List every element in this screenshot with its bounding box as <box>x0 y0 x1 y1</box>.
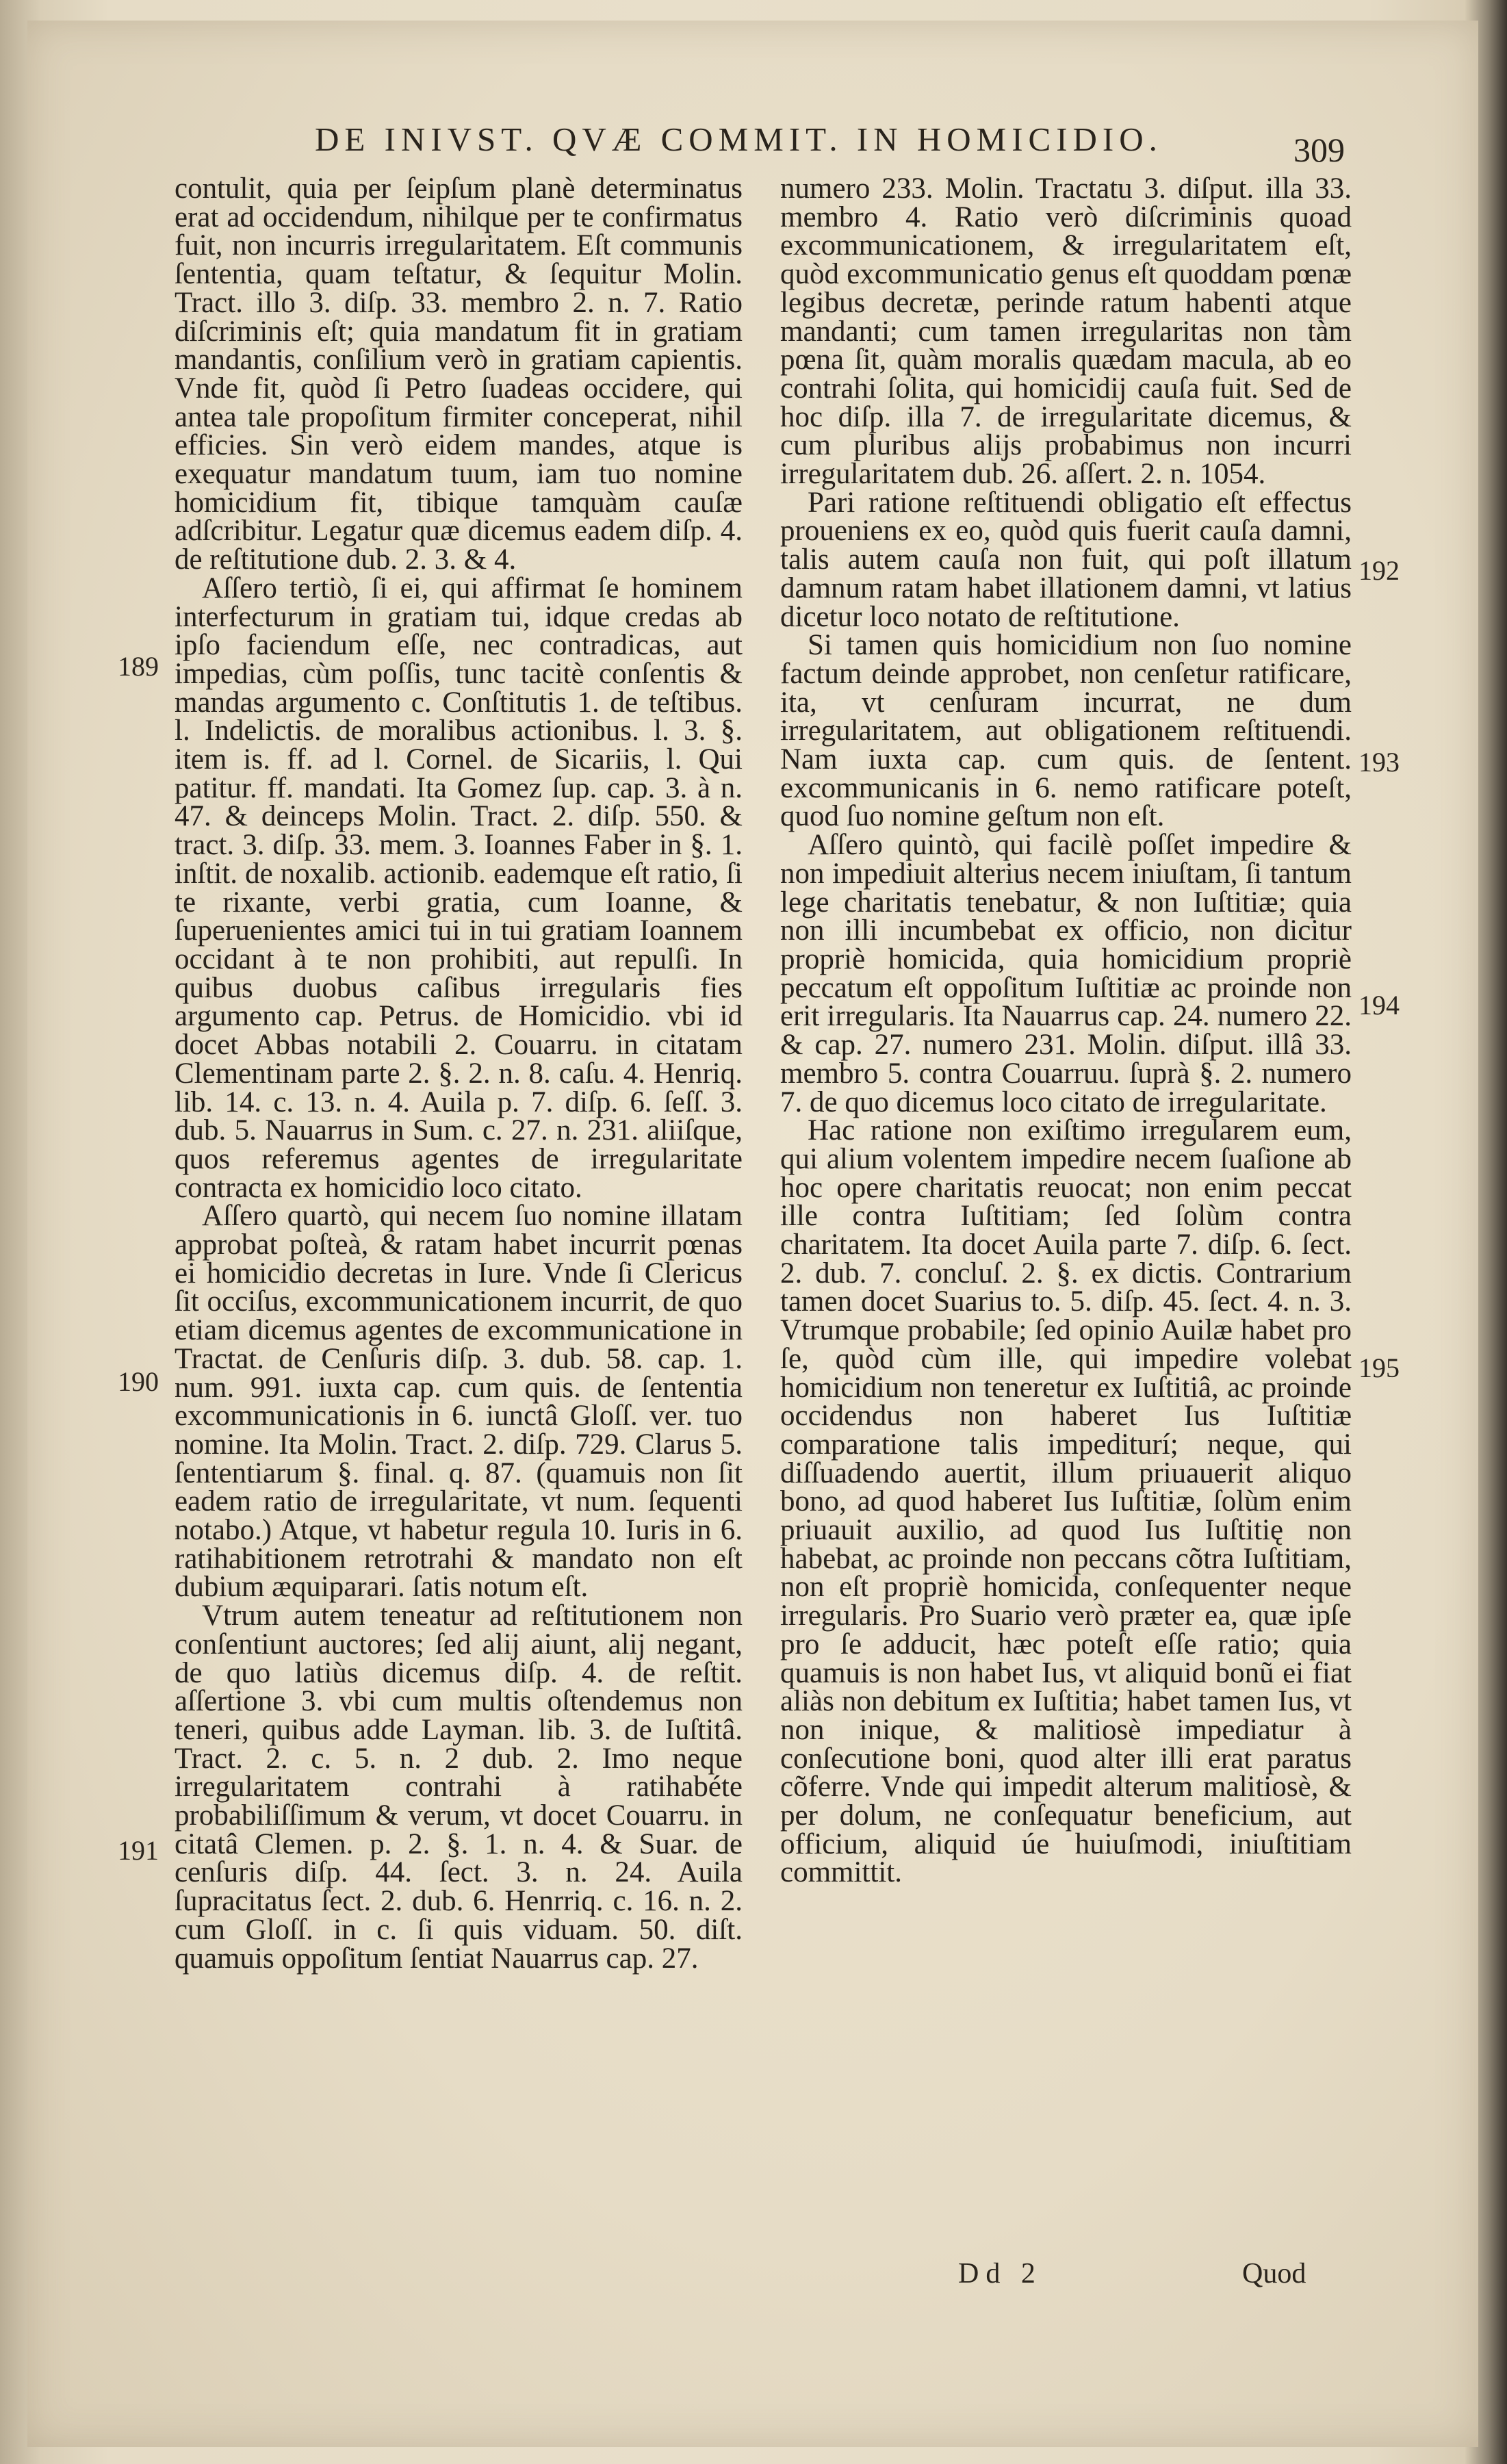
signature-mark: Dd 2 <box>958 2258 1042 2289</box>
left-column <box>175 172 743 1975</box>
paragraph: Aſſero quartò, qui necem ſuo nomine illatam approbat poſteà, & ratam habet incurrit pœnas ei homicidio decretas in Iure. Vnde ſi Clericus ſit occiſus, excommunicationem incurrit, de quo etiam dicemus agentes de excommunicatione in Tractat. de Cenſuris diſp. 3. dub. 58. cap. 1. num. 991. iuxta cap. cum quis. de ſententia excommunicationis in 6. iunctâ Gloſſ. ver. tuo nomine. Ita Molin. Tract. 2. diſp. 729. Clarus 5. ſententiarum §. final. q. 87. (quamuis non ſit eadem ratio de irregularitate, vt num. ſequenti notabo.) Atque, vt habetur regula 10. Iuris in 6. ratihabitionem retrotrahi & mandato non eſt dubium æquiparari. ſatis notum eſt. <box>175 1200 743 1604</box>
margin-number-195: 195 <box>1358 1352 1400 1383</box>
margin-number-193: 193 <box>1358 747 1400 778</box>
paragraph: Aſſero quintò, qui facilè poſſet impedire & non impediuit alterius necem iniuſtam, ſi tantum lege charitatis tenebatur, & non Iuſtitiæ; quia non illi incumbebat ex officio, non dicitur propriè homicida, quia homicidium propriè peccatum eſt oppoſitum Iuſtitiæ ac proinde non erit irregularis. Ita Nauarrus cap. 24. numero 22. & cap. 27. numero 231. Molin. diſput. illâ 33. membro 5. contra Couarruu. ſuprà §. 2. numero 7. de quo dicemus loco citato de irregularitate. <box>780 829 1352 1118</box>
catchword: Quod <box>1242 2258 1306 2289</box>
margin-number-191: 191 <box>118 1835 159 1866</box>
paragraph: Pari ratione reſtituendi obligatio eſt effectus proueniens ex eo, quòd quis fuerit cauſa damni, talis autem cauſa non fuit, qui poſt illatum damnum ratam habet illationem damni, vt latius dicetur loco notato de reſtitutione. <box>780 486 1352 633</box>
page-number: 309 <box>1293 131 1345 169</box>
paragraph: Hac ratione non exiſtimo irregularem eum, qui alium volentem impedire necem ſuaſione ab hoc opere charitatis reuocat; non enim peccat ille contra Iuſtitiam; ſed ſolùm contra charitatem. Ita docet Auila parte 7. diſp. 6. ſect. 2. dub. 7. concluſ. 2. §. ex dictis. Contrarium tamen docet Suarius to. 5. diſp. 45. ſect. 4. n. 3. Vtrumque probabile; ſed opinio Auilæ habet pro ſe, quòd cùm ille, qui impedire volebat homicidium non teneretur ex Iuſtitiâ, ac proinde occidendus non haberet Ius Iuſtitiæ comparatione talis impediturí; neque, qui diſſuadendo auertit, illum priuauerit aliquo bono, ad quod haberet Ius Iuſtitiæ, ſolùm enim priuauit auxilio, ad quod Ius Iuſtitię non habebat, ac proinde non peccans cõtra Iuſtitiam, non eſt propriè homicida, conſequenter neque irregularis. Pro Suario verò præter ea, quæ ipſe pro ſe adducit, hæc poteſt eſſe ratio; quia quamuis is non habet Ius, vt aliquid bonũ ei fiat aliàs non debitum ex Iuſtitia; habet tamen Ius, vt non inique, & malitiosè impediatur à conſecutione boni, quod alter illi erat paratus cõferre. Vnde qui impedit alterum malitiosè, & per dolum, ne conſequatur beneficium, aut officium, aliquid úe huiuſmodi, iniuſtitiam committit. <box>780 1114 1352 1889</box>
paragraph: Vtrum autem teneatur ad reſtitutionem non conſentiunt auctores; ſed alij aiunt, alij negant, de quo latiùs dicemus diſp. 4. de reſtit. aſſertione 3. vbi cum multis oſtendemus non teneri, quibus adde Layman. lib. 3. de Iuſtitâ. Tract. 2. c. 5. n. 2 dub. 2. Imo neque irregularitatem contrahi à ratihabéte probabiliſſimum & verum, vt docet Couarru. in citatâ Clemen. p. 2. §. 1. n. 4. & Suar. de cenſuris diſp. 44. ſect. 3. n. 24. Auila ſupracitatus ſect. 2. dub. 6. Henrriq. c. 16. n. 2. cum Gloſſ. in c. ſi quis viduam. 50. diſt. quamuis oppoſitum ſentiat Nauarrus cap. 27. <box>175 1600 743 1975</box>
paragraph: Aſſero tertiò, ſi ei, qui affirmat ſe hominem interfecturum in gratiam tui, idque credas ab ipſo faciendum eſſe, nec contradicas, aut impedias, cùm poſſis, tunc tacitè conſentis & mandas argumento c. Conſtitutis 1. de teſtibus. l. Indelictis. de moralibus actionibus. l. 3. §. item is. ff. ad l. Cornel. de Sicariis, l. Qui patitur. ff. mandati. Ita Gomez ſup. cap. 3. à n. 47. & deinceps Molin. Tract. 2. diſp. 550. & tract. 3. diſp. 33. mem. 3. Ioannes Faber in §. 1. inſtit. de noxalib. actionib. eademque eſt ratio, ſi te rixante, verbi gratia, cum Ioanne, & ſuperuenientes amici tui in tui gratiam Ioannem occidant à te non prohibiti, aut repulſi. In quibus duobus caſibus irregularis fies argumento cap. Petrus. de Homicidio. vbi id docet Abbas notabili 2. Couarru. in citatam Clementinam parte 2. §. 2. n. 8. caſu. 4. Henriq. lib. 14. c. 13. n. 4. Auila p. 7. diſp. 6. ſeſſ. 3. dub. 5. Nauarrus in Sum. c. 27. n. 231. aliiſque, quos referemus agentes de irregularitate contracta ex homicidio loco citato. <box>175 572 743 1204</box>
paragraph: contulit, quia per ſeipſum planè determinatus erat ad occidendum, nihilque per te confirmatus fuit, non incurris irregularitatem. Eſt communis ſententia, quam teſtatur, & ſequitur Molin. Tract. illo 3. diſp. 33. membro 2. n. 7. Ratio diſcriminis eſt; quia mandatum fit in gratiam mandantis, conſilium verò in gratiam capientis. Vnde fit, quòd ſi Petro ſuadeas occidere, qui antea tale propoſitum firmiter conceperat, nihil efficies. Sin verò eidem mandes, atque is exequatur mandatum tuum, iam tuo nomine homicidium fit, tibique tamquàm cauſæ adſcribitur. Legatur quæ dicemus eadem diſp. 4. de reſtitutione dub. 2. 3. & 4. <box>175 172 743 576</box>
margin-number-192: 192 <box>1358 555 1400 586</box>
running-head: DE INIVST. QVÆ COMMIT. IN HOMICIDIO. <box>315 120 1163 158</box>
margin-number-190: 190 <box>118 1366 159 1397</box>
paragraph: Si tamen quis homicidium non ſuo nomine factum deinde approbet, non cenſetur ratificare, ita, vt cenſuram incurrat, ne dum irregularitatem, aut obligationem reſtituendi. Nam iuxta cap. cum quis. de ſentent. excommunicanis in 6. nemo ratificare poteſt, quod ſuo nomine geſtum non eſt. <box>780 629 1352 833</box>
right-column <box>780 172 1352 1889</box>
margin-number-189: 189 <box>118 651 159 682</box>
paragraph: numero 233. Molin. Tractatu 3. diſput. illa 33. membro 4. Ratio verò diſcriminis quoad excommunicationem, & irregularitatem eſt, quòd excommunicatio genus eſt quoddam pœnæ legibus decretæ, perinde ratum habenti atque mandanti; cum tamen irregularitas non tàm pœna ſit, quàm moralis quædam macula, ab eo contrahi ſolita, qui homicidij cauſa fuit. Sed de hoc diſp. illa 7. de irregularitate dicemus, & cum pluribus alijs probabimus non incurri irregularitatem dub. 26. aſſert. 2. n. 1054. <box>780 172 1352 491</box>
margin-number-194: 194 <box>1358 990 1400 1021</box>
